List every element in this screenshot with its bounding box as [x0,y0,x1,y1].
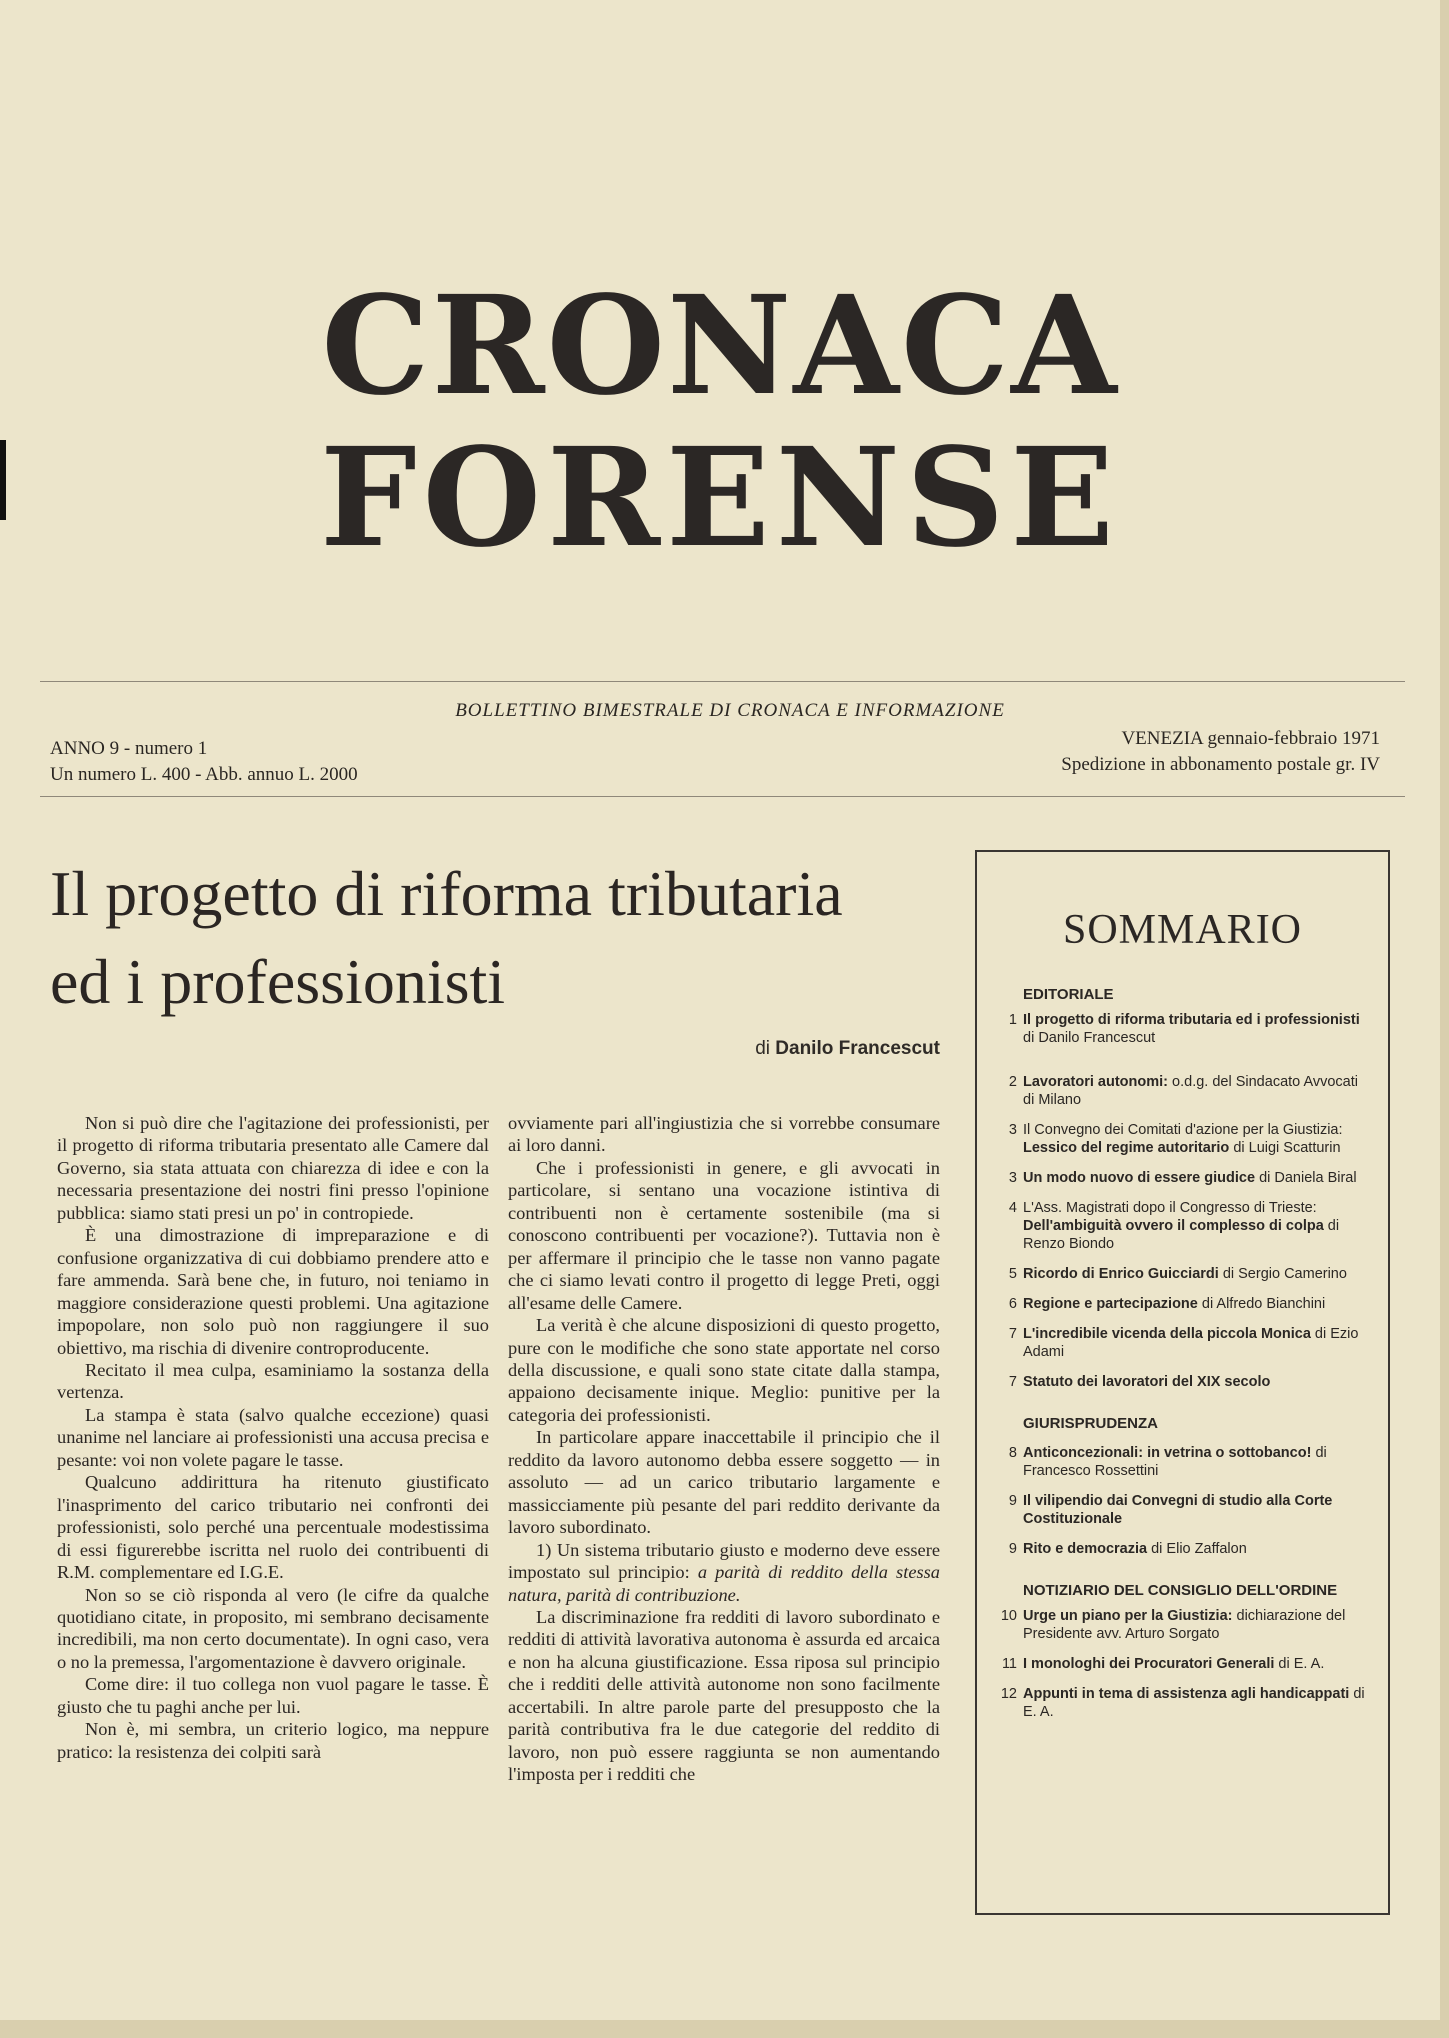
issue-place-date [1061,726,1380,778]
entry-page-number: 11 [1001,1656,1017,1672]
sommario-entry[interactable] [1008,1073,1368,1109]
article-headline [50,850,970,1026]
entry-author: dichiarazione del Presidente avv. Arturo Sorgato [1023,1608,1346,1642]
entry-page-number: 3 [1008,1122,1017,1138]
sommario-entry[interactable] [1008,1325,1368,1361]
bulletin-subtitle: BOLLETTINO BIMESTRALE DI CRONACA E INFORMAZIONE [455,700,1005,721]
rule-bottom [40,796,1405,797]
sommario-entry[interactable] [1008,1169,1368,1187]
paragraph: Non è, mi sembra, un criterio logico, ma neppure pratico: la resistenza dei colpiti sarà [57,1719,489,1762]
sommario-entry[interactable] [1008,1540,1368,1558]
entry-author: di Renzo Biondo [1023,1218,1340,1252]
sommario-entry[interactable] [1008,1199,1368,1253]
sommario-section-heading: NOTIZIARIO DEL CONSIGLIO DELL'ORDINE [1023,1582,1338,1599]
entry-page-number: 7 [1008,1326,1017,1342]
paragraph: Recitato il mea culpa, esaminiamo la sostanza della vertenza. [57,1359,489,1403]
paragraph: Non so se ciò risponda al vero (le cifre da qualche quotidiano citate, in proposito, mi sembrano decisamente incredibili, ma non certo documentate). In ogni caso, vera o no la premessa, l'argomentazione è davvero originale. [57,1584,489,1672]
paragraph: In particolare appare inaccettabile il principio che il reddito da lavoro autonomo debba essere soggetto — in assoluto — ad un carico tributario largamente e massicciamente più pesante del pari reddito derivante da lavoro subordinato. [508,1427,940,1538]
masthead-line-1: CRONACA [321,266,1119,426]
entry-author: di Francesco Rossettini [1023,1445,1327,1479]
place-date: VENEZIA gennaio-febbraio 1971 [1121,728,1380,749]
issue-number: ANNO 9 - numero 1 [50,738,208,759]
entry-title: L'incredibile vicenda della piccola Monica [1023,1326,1311,1342]
masthead-line-2: FORENSE [320,418,1120,578]
sommario-entry[interactable] [1008,1492,1368,1528]
rule-top [40,681,1405,682]
entry-title: Regione e partecipazione [1023,1296,1198,1312]
sommario-section-heading: GIURISPRUDENZA [1023,1415,1159,1432]
entry-author: di E. A. [1023,1686,1365,1720]
paragraph-italic: a parità di reddito della stessa natura, parità di contribuzione. [508,1562,940,1605]
sommario-entry[interactable] [1008,1373,1368,1391]
entry-author: di Danilo Francescut [1023,1030,1156,1046]
entry-title: Ricordo di Enrico Guicciardi [1023,1266,1219,1282]
sommario-entry[interactable] [1008,1011,1368,1047]
postal-info: Spedizione in abbonamento postale gr. IV [1061,754,1380,775]
entry-page-number: 8 [1008,1445,1017,1461]
page-edge-mark [0,440,6,520]
entry-page-number: 12 [1000,1686,1017,1702]
paragraph: ovviamente pari all'ingiustizia che si vorrebbe consumare ai loro danni. [508,1113,940,1156]
entry-title: Statuto dei lavoratori del XIX secolo [1023,1374,1271,1390]
entry-author: di Elio Zaffalon [1147,1541,1247,1557]
sommario-entry[interactable] [1008,1121,1368,1157]
paragraph: Che i professionisti in genere, e gli avvocati in particolare, si sentano una vocazione istintiva di contribuenti non è certamente sostenibile (ma si conoscono contribuenti per vocazione?). Tuttavia non è per affermare il principio che le tasse non vanno pagate che ci siamo levati contro il progetto di legge Preti, oggi all'esame delle Camere. [508,1157,940,1313]
article-column-2 [508,1112,940,1786]
entry-title: Appunti in tema di assistenza agli handicappati [1023,1686,1350,1702]
sommario-entry[interactable] [1008,1295,1368,1313]
article-byline [755,1038,940,1060]
paragraph: La discriminazione fra redditi di lavoro subordinato e redditi di attività lavorativa autonoma è assurda ed arcaica e non ha alcuna giustificazione. Essa riposa sul principio che i redditi delle attività autonome non sono facilmente accertabili. In altre parole parte del presupposto che la parità contributiva fra le due categorie del reddito di lavoro, non può essere raggiunta se non aumentando l'imposta per i redditi che [508,1606,940,1785]
entry-author: di Luigi Scatturin [1229,1140,1341,1156]
entry-title: I monologhi dei Procuratori Generali [1023,1656,1275,1672]
entry-title: Anticoncezionali: in vetrina o sottobanco! [1023,1445,1312,1461]
entry-title: Lessico del regime autoritario [1023,1140,1230,1156]
entry-page-number: 5 [1008,1266,1017,1282]
paragraph: La stampa è stata (salvo qualche eccezione) quasi unanime nel lanciare ai professionisti una accusa precisa e pesante: voi non volete pagare le tasse. [57,1404,489,1470]
byline-author: Danilo Francescut [775,1038,940,1059]
entry-prefix: L'Ass. Magistrati dopo il Congresso di Trieste: [1023,1200,1317,1216]
entry-page-number: 6 [1008,1296,1017,1312]
paragraph: È una dimostrazione di impreparazione e di confusione organizzativa di cui dobbiamo prendere atto e fare ammenda. Sarà bene che, in futuro, noi teniamo in maggiore considerazione questi problemi. Una agitazione impopolare, non solo può non raggiungere il suo obiettivo, ma rischia di divenire controproducente. [57,1225,489,1358]
entry-title: Un modo nuovo di essere giudice [1023,1170,1256,1186]
sommario-entry[interactable] [1000,1607,1368,1643]
entry-prefix: Il Convegno dei Comitati d'azione per la Giustizia: [1023,1122,1343,1138]
entry-author: di Daniela Biral [1255,1170,1357,1186]
entry-title: Il vilipendio dai Convegni di studio alla Corte Costituzionale [1023,1493,1333,1527]
entry-page-number: 9 [1008,1493,1017,1509]
sommario-title: SOMMARIO [1062,907,1303,953]
entry-page-number: 3 [1008,1170,1017,1186]
byline-prefix: di [755,1038,770,1059]
issue-price: Un numero L. 400 - Abb. annuo L. 2000 [50,764,358,785]
entry-author: di Alfredo Bianchini [1197,1296,1326,1312]
headline-line-2: ed i professionisti [50,946,506,1017]
headline-line-1: Il progetto di riforma tributaria [50,858,843,929]
entry-title: Rito e democrazia [1023,1541,1148,1557]
sommario-section-heading: EDITORIALE [1023,986,1114,1003]
sommario-entry[interactable] [1001,1655,1368,1673]
entry-title: Dell'ambiguità ovvero il complesso di colpa [1023,1218,1324,1234]
paragraph: Non si può dire che l'agitazione dei professionisti, per il progetto di riforma tributaria presentato alle Camere dal Governo, sia stata attuata con chiarezza di idee e con la necessaria presentazione dei nostri fini presso l'opinione pubblica: siamo stati presi un po' in contropiede. [57,1113,489,1223]
paragraph: La verità è che alcune disposizioni di questo progetto, pure con le modifiche che sono state apportate nel corso della discussione, e quali sono state citate dalla stampa, appaiono decisamente inique. Meglio: punitive per la categoria dei professionisti. [508,1315,940,1425]
entry-title: Lavoratori autonomi: [1023,1074,1169,1090]
entry-author: di E. A. [1274,1656,1325,1672]
entry-title: Il progetto di riforma tributaria ed i professionisti [1023,1012,1360,1028]
sommario-entry[interactable] [1000,1685,1368,1721]
entry-page-number: 2 [1008,1074,1017,1090]
paragraph-text: 1) Un sistema tributario giusto e moderno deve essere impostato sul principio: [508,1539,940,1583]
entry-page-number: 4 [1008,1200,1017,1216]
entry-author: di Sergio Camerino [1218,1266,1347,1282]
entry-author: o.d.g. del Sindacato Avvocati di Milano [1023,1074,1358,1108]
entry-author: di Ezio Adami [1023,1326,1359,1360]
paragraph: Qualcuno addirittura ha ritenuto giustificato l'inasprimento del carico tributario nei confronti dei professionisti, solo perché una percentuale modestissima di essi figurerebbe iscritta nel ruolo dei contribuenti di R.M. complementare ed I.G.E. [57,1472,489,1583]
sommario-box [975,850,1390,1915]
entry-page-number: 10 [1000,1608,1017,1624]
entry-page-number: 9 [1008,1541,1017,1557]
entry-title: Urge un piano per la Giustizia: [1023,1608,1233,1624]
sommario-entry[interactable] [1008,1265,1368,1283]
entry-page-number: 1 [1008,1012,1017,1028]
paragraph: Come dire: il tuo collega non vuol pagare le tasse. È giusto che tu paghi anche per lui. [57,1674,489,1717]
entry-page-number: 7 [1008,1374,1017,1390]
sommario-entry[interactable] [1008,1444,1368,1480]
paragraph [508,1539,940,1606]
sommario-content [977,986,1388,1721]
issue-info [50,736,358,788]
article-column-1 [57,1112,489,1763]
